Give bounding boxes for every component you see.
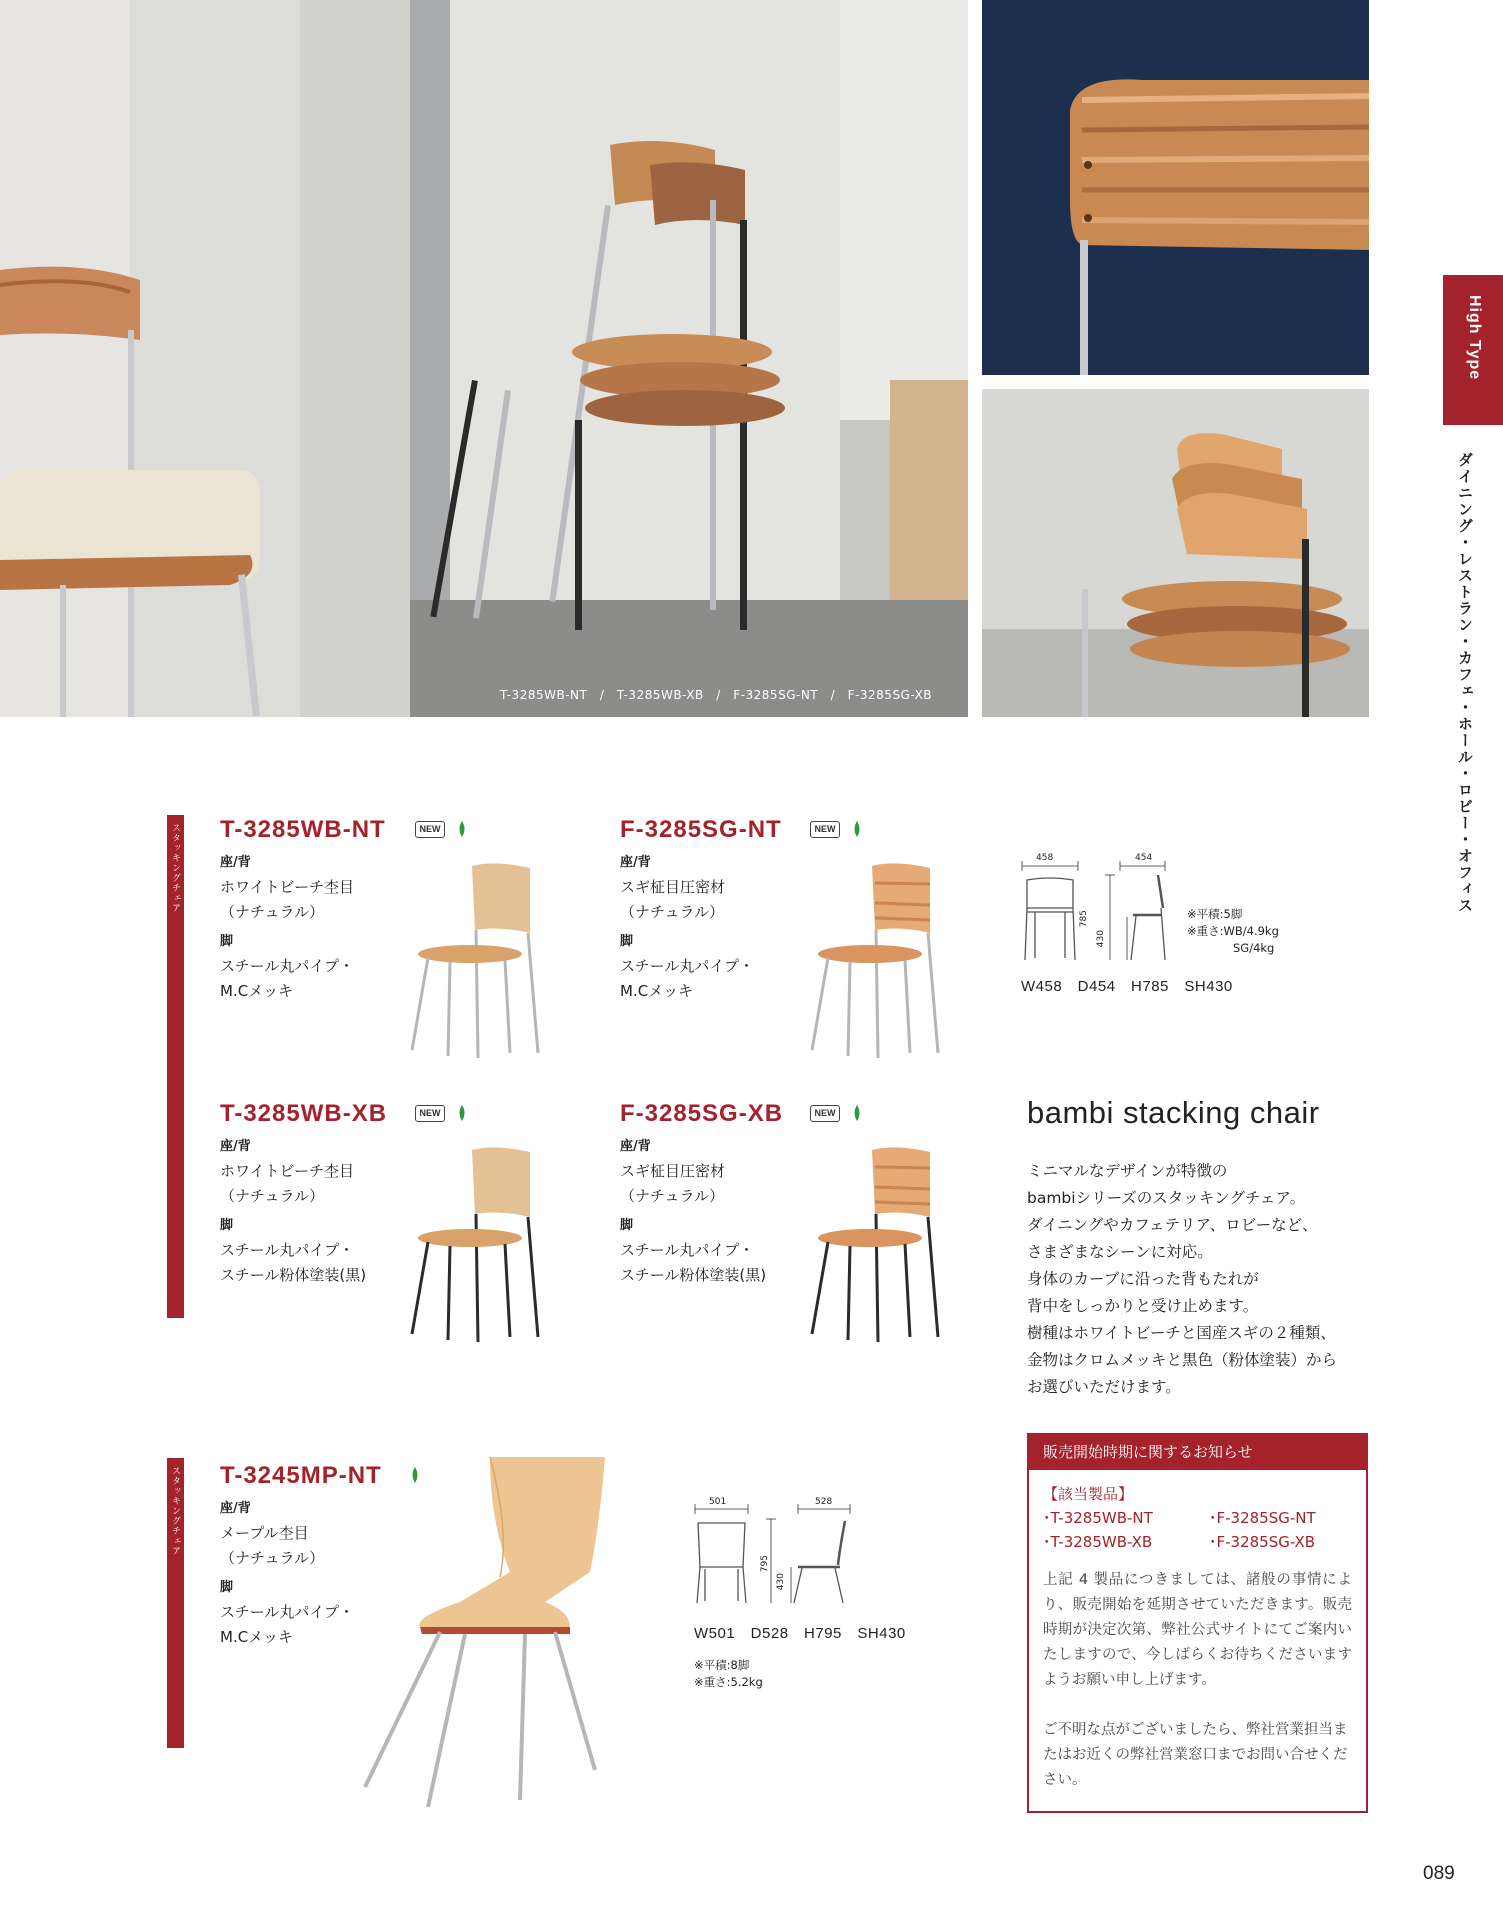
category-label: スタッキングチェア [170, 823, 180, 913]
eco-leaf-icon [852, 1105, 862, 1121]
product-code: T-3285WB-NT [220, 816, 386, 843]
notice-product-item: ･F-3285SG-NT [1209, 1509, 1316, 1527]
dim-width-label: 501 [709, 1497, 727, 1507]
leg-line: M.Cメッキ [220, 982, 294, 1000]
dim-summary: W501 D528 H795 SH430 [694, 1625, 906, 1642]
leg-label: 脚 [220, 934, 234, 949]
description-line: お選びいただけます。 [1027, 1378, 1181, 1396]
leg-line: スチール丸パイプ・ [220, 957, 354, 975]
leg-line: スチール粉体塗装(黒) [620, 1266, 767, 1284]
dimension-side-view [1105, 861, 1165, 960]
high-type-label: High Type [1466, 295, 1483, 381]
notice-product-item: ･T-3285WB-NT [1043, 1509, 1153, 1527]
leg-line: M.Cメッキ [620, 982, 694, 1000]
notice-text: 上記 4 製品につきましては、諸般の事情により、販売開始を延期させていただきます。販売時期が決定次第、弊社公式サイトにてご案内いたしますので、今しばらくお待ちくださいますようお願い申し上げます。 [1043, 1572, 1352, 1688]
category-label: スタッキングチェア [170, 1466, 180, 1556]
leg-line: M.Cメッキ [220, 1628, 294, 1646]
notice-body [1029, 1470, 1366, 1793]
dim-width-label: 458 [1036, 853, 1054, 863]
leg-label: 脚 [220, 1218, 234, 1233]
product-spec [220, 1496, 354, 1650]
new-badge: NEW [415, 1105, 445, 1122]
detail-photo-stack [982, 389, 1369, 717]
new-badge: NEW [810, 821, 840, 838]
category-bar-top [167, 815, 184, 1318]
notice-product-list [1043, 1506, 1352, 1554]
leg-label: 脚 [220, 1580, 234, 1595]
seat-line: （ナチュラル） [220, 903, 325, 921]
dim-seat-label: 430 [1096, 930, 1106, 948]
new-badge: NEW [415, 821, 445, 838]
description-line: 身体のカーブに沿った背もたれが [1027, 1270, 1259, 1288]
notice-product-item: ･F-3285SG-XB [1209, 1533, 1316, 1551]
seat-label: 座/背 [220, 855, 251, 870]
seat-label: 座/背 [620, 1139, 651, 1154]
description-line: ミニマルなデザインが特徴の [1027, 1162, 1228, 1180]
detail-photo-backrest [982, 0, 1369, 375]
dim-depth-label: 454 [1135, 853, 1153, 863]
dimension-front-view [1022, 861, 1078, 960]
note-line: ※重さ:5.2kg [694, 1675, 763, 1689]
seat-line: スギ柾目圧密材 [620, 878, 726, 896]
category-bar-bottom [167, 1458, 184, 1748]
notice-product-item: ･T-3285WB-XB [1043, 1533, 1153, 1551]
dim-seat-label: 430 [776, 1573, 786, 1591]
chair-image [400, 1142, 550, 1347]
eco-leaf-icon [457, 1105, 467, 1121]
dim-depth-label: 528 [815, 1497, 833, 1507]
seat-line: （ナチュラル） [620, 903, 725, 921]
description-line: 背中をしっかりと受け止めます。 [1027, 1297, 1259, 1315]
notice-contact-text: ご不明な点がございましたら、弊社営業担当またはお近くの弊社営業窓口までお問い合せください。 [1043, 1722, 1348, 1788]
leg-line: スチール粉体塗装(黒) [220, 1266, 367, 1284]
note-line: ※平積:8脚 [694, 1658, 750, 1672]
chair-image [800, 1142, 950, 1347]
description-line: 樹種はホワイトビーチと国産スギの２種類、 [1027, 1324, 1336, 1342]
description-line: bambiシリーズのスタッキングチェア。 [1027, 1189, 1306, 1207]
seat-line: スギ柾目圧密材 [620, 1162, 726, 1180]
seat-line: ホワイトビーチ杢目 [220, 878, 354, 896]
chair-image [800, 858, 950, 1058]
seat-line: ホワイトビーチ杢目 [220, 1162, 354, 1180]
page-number: 089 [1423, 1863, 1455, 1884]
product-spec [620, 1134, 766, 1288]
seat-line: （ナチュラル） [620, 1187, 725, 1205]
series-title: bambi stacking chair [1027, 1095, 1320, 1130]
leg-label: 脚 [620, 934, 634, 949]
product-spec [220, 1134, 366, 1288]
dim-note [694, 1657, 763, 1691]
notice-section-label: 【該当製品】 [1043, 1485, 1134, 1503]
category-vertical-text: ダイニング・レストラン・カフェ・ホール・ロビー・オフィス [1456, 452, 1474, 914]
product-code: F-3285SG-NT [620, 816, 782, 843]
eco-leaf-icon [852, 821, 862, 837]
dimension-diagram [690, 1497, 860, 1607]
seat-line: （ナチュラル） [220, 1187, 325, 1205]
photo-caption: T-3285WB-NT / T-3285WB-XB / F-3285SG-NT / F-3285SG-XB [500, 688, 933, 702]
series-description [1027, 1158, 1377, 1401]
dim-note [1187, 906, 1279, 957]
note-line: ※平積:5脚 [1187, 907, 1243, 921]
product-code: F-3285SG-XB [620, 1100, 784, 1127]
sales-notice-box [1027, 1433, 1368, 1813]
description-line: さまざまなシーンに対応。 [1027, 1243, 1213, 1261]
dim-summary: W458 D454 H785 SH430 [1021, 978, 1233, 995]
dimension-diagram [1015, 850, 1175, 965]
new-badge: NEW [810, 1105, 840, 1122]
chair-image [360, 1452, 660, 1812]
dimension-front-view [695, 1504, 748, 1603]
seat-label: 座/背 [220, 1501, 251, 1516]
hero-photo-left [0, 0, 410, 717]
seat-label: 座/背 [620, 855, 651, 870]
high-type-tab[interactable] [1443, 275, 1503, 425]
leg-line: スチール丸パイプ・ [620, 957, 754, 975]
dim-height-label: 785 [1079, 910, 1089, 928]
note-line: ※重さ:WB/4.9kg [1187, 924, 1279, 938]
product-spec [220, 850, 354, 1004]
product-spec [620, 850, 754, 1004]
leg-line: スチール丸パイプ・ [220, 1241, 354, 1259]
notice-header: 販売開始時期に関するお知らせ [1029, 1435, 1366, 1470]
leg-label: 脚 [620, 1218, 634, 1233]
seat-line: メープル杢目 [220, 1524, 309, 1542]
note-line: SG/4kg [1187, 941, 1275, 955]
description-line: ダイニングやカフェテリア、ロビーなど、 [1027, 1216, 1318, 1234]
dim-height-label: 795 [760, 1555, 770, 1573]
seat-label: 座/背 [220, 1139, 251, 1154]
product-code: T-3285WB-XB [220, 1100, 388, 1127]
product-code: T-3245MP-NT [220, 1462, 382, 1489]
leg-line: スチール丸パイプ・ [220, 1603, 354, 1621]
hero-photo-stack [410, 0, 968, 717]
leg-line: スチール丸パイプ・ [620, 1241, 754, 1259]
description-line: 金物はクロムメッキと黒色（粉体塗装）から [1027, 1351, 1338, 1369]
seat-line: （ナチュラル） [220, 1549, 325, 1567]
eco-leaf-icon [457, 821, 467, 837]
chair-image [400, 858, 550, 1058]
